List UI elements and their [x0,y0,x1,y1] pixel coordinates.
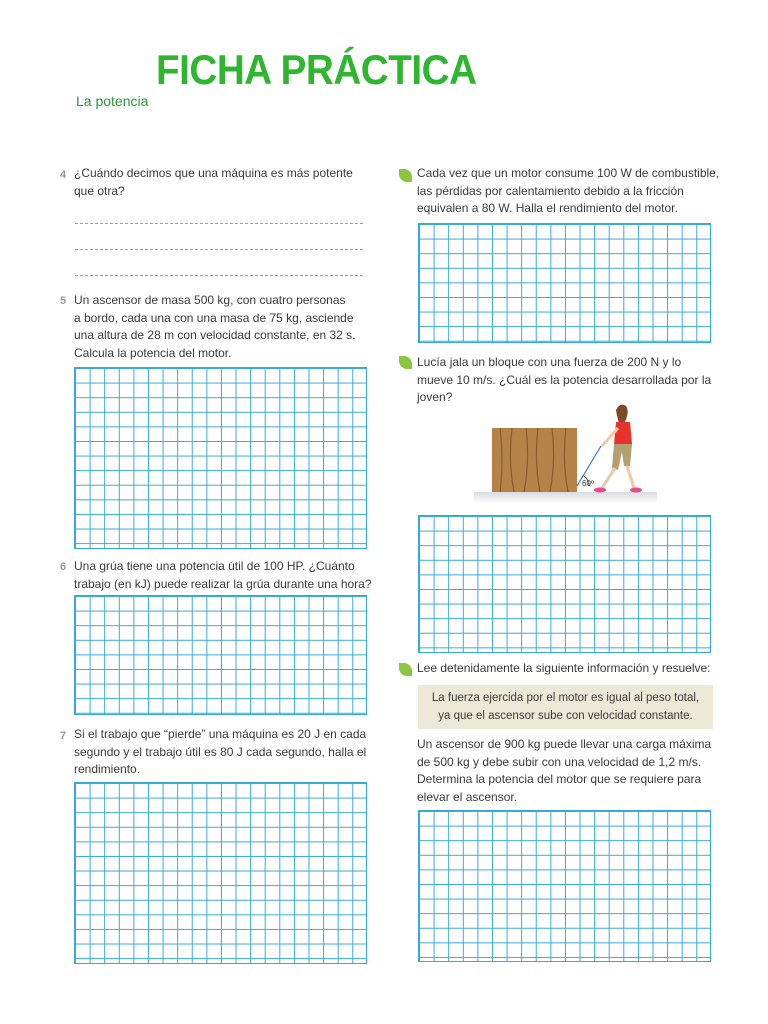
question-5-number: 5 [60,295,67,307]
right-question-1-text [417,165,719,218]
answer-grid-q7[interactable] [74,782,367,964]
leaf-icon [399,663,412,676]
right-question-3-line: Lee detenidamente la siguiente información y resuelve: [417,661,711,675]
page-subtitle: La potencia [76,93,149,109]
answer-grid-r1[interactable] [418,223,711,343]
answer-line[interactable] [75,249,363,250]
question-4-line: ¿Cuándo decimos que una máquina es más potente [74,166,353,180]
answer-line[interactable] [75,223,363,224]
problem-line: de 500 kg y debe subir con una velocidad de 1,2 m/s. [417,754,702,769]
right-question-2-line: joven? [417,390,453,404]
question-4-text [74,165,353,200]
answer-grid-q6[interactable] [74,595,367,715]
angle-label: 60º [582,479,594,488]
info-line: ya que el ascensor sube con velocidad constante. [438,710,693,722]
problem-line: elevar el ascensor. [417,789,518,804]
question-7-line: Si el trabajo que “pierde” una máquina es 20 J en cada [74,727,367,741]
question-6-line: trabajo (en kJ) puede realizar la grúa durante una hora? [74,576,372,591]
answer-grid-r2[interactable] [418,515,711,653]
answer-grid-r3[interactable] [418,810,711,962]
question-7-text [74,726,366,779]
question-6-line: Una grúa tiene una potencia útil de 100 HP. ¿Cuánto [74,559,355,573]
answer-grid-q5[interactable] [74,367,367,549]
question-4-line: que otra? [74,183,125,198]
girl-figure [594,405,642,493]
page-title: FICHA PRÁCTICA [156,46,477,93]
right-question-2-line: mueve 10 m/s. ¿Cuál es la potencia desarrollada por la [417,372,712,387]
right-question-2-line: Lucía jala un bloque con una fuerza de 200 N y lo [417,355,682,369]
right-question-3-problem [417,736,711,806]
question-7-line: rendimiento. [74,762,141,776]
right-question-1-line: Cada vez que un motor consume 100 W de combustible, [417,166,720,180]
leaf-icon [399,169,412,182]
question-5-line: una altura de 28 m con velocidad constante, en 32 s. [74,328,356,342]
right-question-1-line: equivalen a 80 W. Halla el rendimiento del motor. [417,201,678,215]
right-question-3-text [417,660,711,678]
girl-pulling-block-illustration [474,400,659,510]
info-box [418,685,713,729]
answer-line[interactable] [75,275,363,276]
wood-block [492,428,577,492]
question-5-line: Calcula la potencia del motor. [74,345,232,360]
info-line: La fuerza ejercida por el motor es igual al peso total, [431,692,700,704]
question-4-number: 4 [60,169,67,181]
right-question-2-text [417,354,711,407]
question-5-text [74,292,356,362]
question-6-number: 6 [60,561,67,573]
leaf-icon [399,356,412,369]
question-7-line: segundo y el trabajo útil es 80 J cada segundo, halla el [74,744,367,759]
question-7-number: 7 [60,730,67,742]
question-5-line: Un ascensor de masa 500 kg, con cuatro personas [74,293,346,307]
question-5-line: a bordo, cada una con una masa de 75 kg, asciende [74,310,354,325]
floor [474,492,657,504]
right-question-1-line: las pérdidas por calentamiento debido a la fricción [417,183,684,198]
problem-line: Un ascensor de 900 kg puede llevar una carga máxima [417,737,712,751]
question-6-text [74,558,372,593]
problem-line: Determina la potencia del motor que se requiere para [417,772,702,786]
